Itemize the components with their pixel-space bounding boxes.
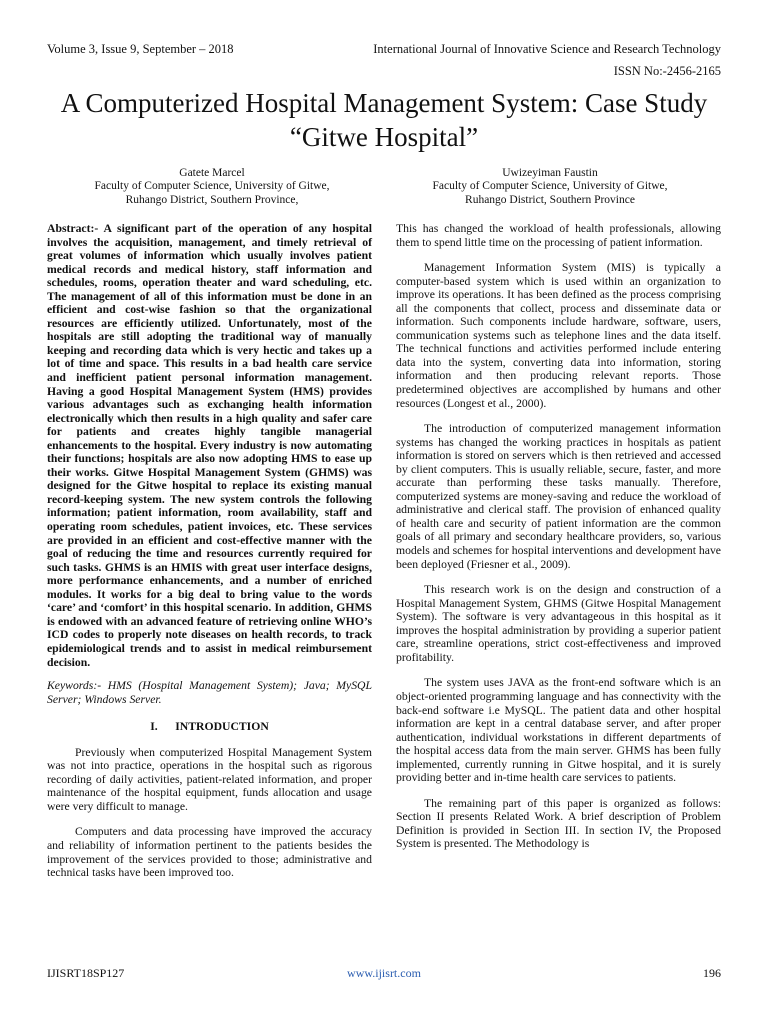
running-header-volume: Volume 3, Issue 9, September – 2018 bbox=[47, 42, 234, 56]
author-block-1 bbox=[47, 167, 377, 207]
author-affiliation: Faculty of Computer Science, University of Gitwe, bbox=[94, 180, 330, 193]
abstract-label: Abstract:- bbox=[47, 222, 99, 235]
footer-website-link[interactable]: www.ijisrt.com bbox=[347, 966, 421, 980]
abstract bbox=[47, 222, 372, 669]
running-header-journal: International Journal of Innovative Science and Research Technology bbox=[373, 42, 721, 56]
paragraph: Management Information System (MIS) is typically a computer-based system which is used within an organization to improve its operations. It has been defined as the process comprising all the components that collect, process and disseminate data or information. Such components include hardware, software, users, communication systems such as telephone lines and the data itself. The technical functions and activities performed include entering data into the system, converting data into information, storing information and then producing relevant reports. Those predetermined objectives are accomplished by humans and other resources (Longest et al., 2000). bbox=[396, 261, 721, 410]
footer-article-id: IJISRT18SP127 bbox=[47, 966, 125, 980]
paragraph: Previously when computerized Hospital Management System was not into practice, operations in the hospital such as rigorous recording of daily activities, patient-related information, and proper maintenance of the hospital equipment, funds allocation and usage were very difficult to manage. bbox=[47, 745, 372, 813]
right-column bbox=[396, 222, 721, 851]
paragraph: The remaining part of this paper is organized as follows: Section II presents Related Work. A brief description of Problem Definition is provided in Section III. In section IV, the Proposed System is presented. The Methodology is bbox=[396, 796, 721, 851]
author-location: Ruhango District, Southern Province, bbox=[125, 193, 299, 206]
paragraph: This research work is on the design and construction of a Hospital Management System, GHMS (Gitwe Hospital Management System). The software is very advantageous in this hospital as it improves the hospital administration by providing a superior patient care, streamline operations, strict cost-effectiveness and improved profitability. bbox=[396, 583, 721, 664]
paragraph: The introduction of computerized management information systems has changed the working practices in hospitals as patient information is stored on servers which is then retrieved and accessed by client computers. This is usually reliable, secure, faster, and more accurate than performing these tasks manually. Therefore, computerized systems are money-saving and reduce the workload of administrative and clerical staff. The provision of enhanced quality of health care and security of patient information are the common goals of all primary and secondary healthcare providers, so, various models and schemes for hospital interventions and development have been deployed (Friesner et al., 2009). bbox=[396, 422, 721, 571]
section-number: I. bbox=[150, 720, 158, 734]
author-name: Uwizeyiman Faustin bbox=[502, 167, 598, 179]
abstract-text: A significant part of the operation of any hospital involves the acquisition, management, and timely retrieval of great volumes of information which usually involves patient medical records and medical history, staff information and schedules, rooms, operation theater and ward scheduling, etc. The management of all of this information must be done in an efficient and cost-wise fashion so that the organizational resources are efficiently utilized. Unfortunately, most of the hospitals are still adopting the traditional way of manually keeping and recording data which is very hectic and takes up a lot of time and space. This results in a bad health care service and inefficient patient personal information management. Having a good Hospital Management System (HMS) provides various advantages such as exchanging health information electronically which then results in a high quality and safer care for patients and creates highly tangible managerial enhancements to the hospital. Every industry is now automating their functions; hospitals are also now adopting HMS to ease up their works. Gitwe Hospital Management System (GHMS) was designed for the Gitwe hospital to replace its existing manual record-keeping system. The new system controls the following information; patient information, room availability, staff and operating room schedules, patient invoices, etc. These services are provided in an efficient and cost-effective manner with the goal of reducing the time and resources currently required for such tasks. GHMS is an HMIS with great user interface designs, more performance enhancements, and a number of enriched modules. It works for a big deal to bring value to the words ‘care’ and ‘comfort’ in this hospital scenario. In addition, GHMS is endowed with an advanced feature of retrieving online WHO’s ICD codes to properly note diseases on health records, to track epidemiological trends and to assist in medical reimbursement decision. bbox=[47, 222, 372, 669]
issn-number: ISSN No:-2456-2165 bbox=[613, 64, 721, 78]
paragraph: This has changed the workload of health professionals, allowing them to spend little time on the processing of patient information. bbox=[396, 222, 721, 249]
author-affiliation: Faculty of Computer Science, University of Gitwe, bbox=[432, 180, 668, 193]
footer-page-number: 196 bbox=[703, 966, 721, 980]
section-heading-introduction bbox=[47, 720, 372, 734]
keywords-label: Keywords bbox=[47, 679, 94, 693]
keywords bbox=[47, 679, 372, 706]
left-column bbox=[47, 222, 372, 880]
author-location: Ruhango District, Southern Province bbox=[465, 193, 635, 206]
paragraph: The system uses JAVA as the front-end software which is an object-oriented programming language and has connectivity with the back-end software i.e MySQL. The patient data and other hospital information are kept in a central database server, and after proper authentication, individual workstations in different departments of the hospital access data from the main server. GHMS has been fully implemented, currently running in Gitwe hospital, and it is surely providing better and in-time health care services to patients. bbox=[396, 676, 721, 785]
keywords-text: :- HMS (Hospital Management System); Java; MySQL Server; Windows Server. bbox=[47, 679, 372, 706]
paragraph: Computers and data processing have improved the accuracy and reliability of information pertinent to the patients besides the improvement of the services provided to those; administrative and technical tasks have been improved too. bbox=[47, 825, 372, 880]
section-title: INTRODUCTION bbox=[175, 720, 269, 734]
author-block-2 bbox=[385, 167, 715, 207]
paper-title: A Computerized Hospital Management System: Case Study “Gitwe Hospital” bbox=[60, 88, 708, 152]
author-name: Gatete Marcel bbox=[179, 167, 245, 179]
